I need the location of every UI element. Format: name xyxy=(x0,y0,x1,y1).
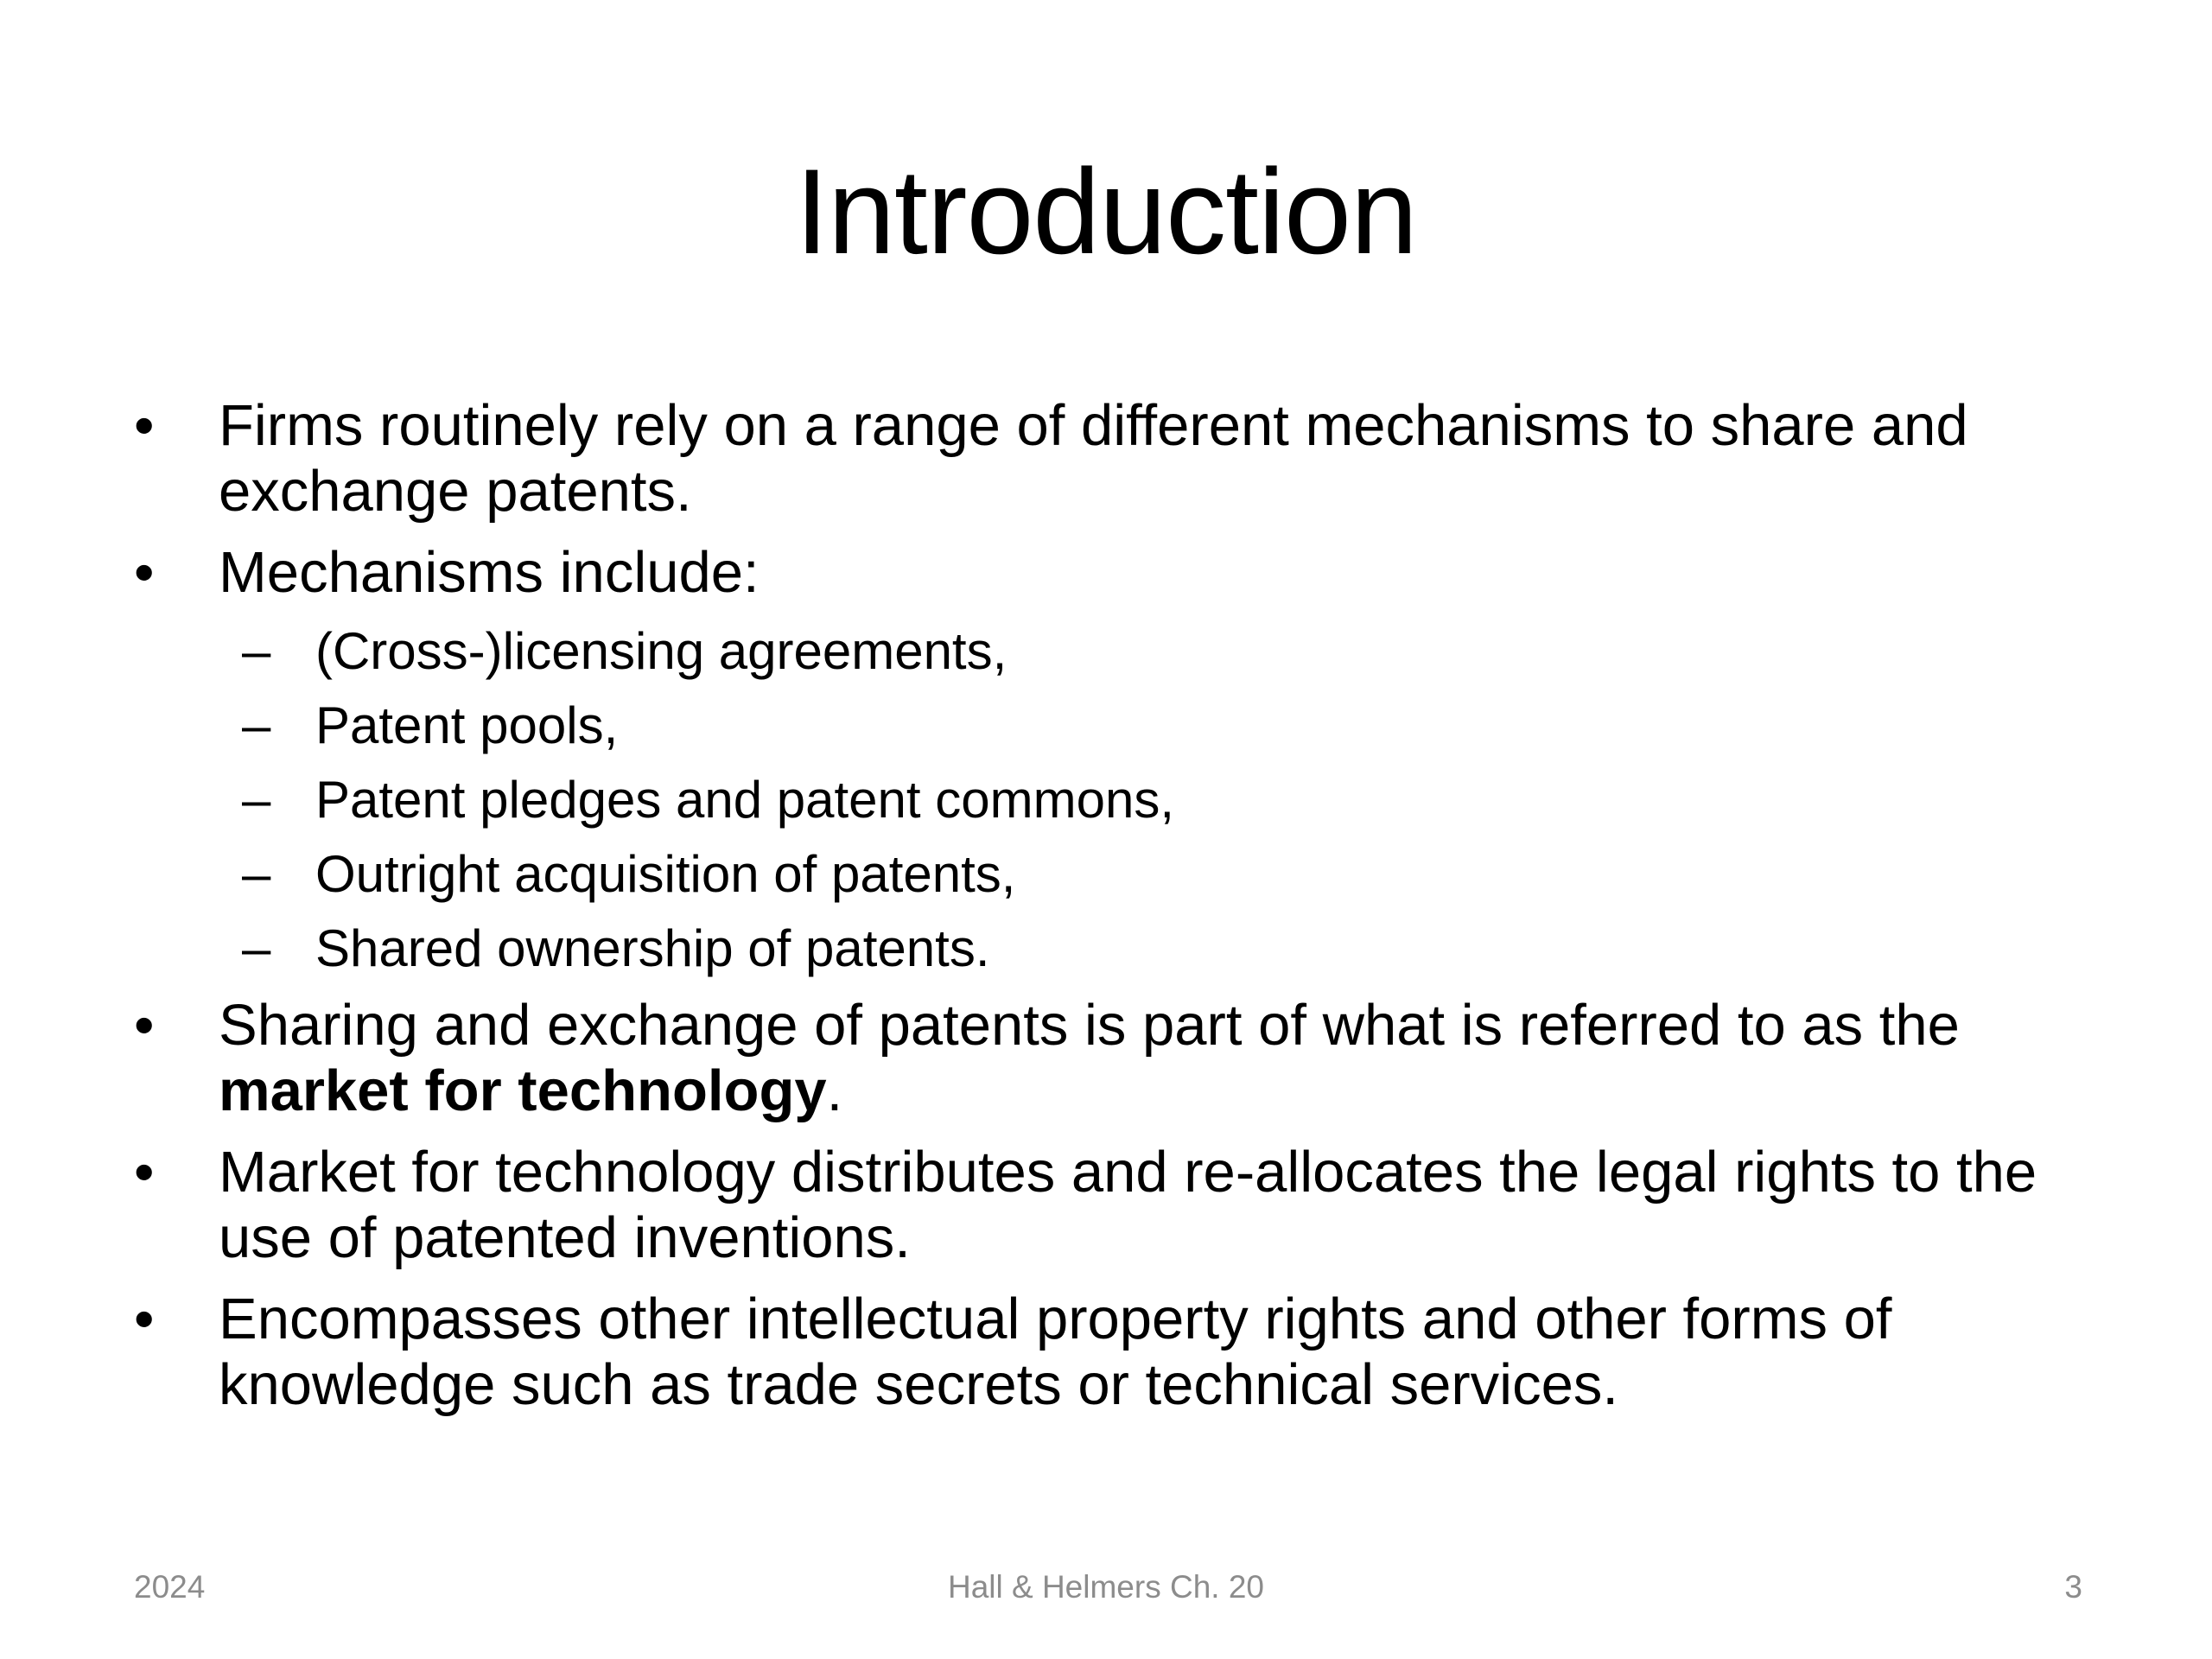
sub-bullet-list xyxy=(134,621,2121,979)
bullet-marker: • xyxy=(134,1287,155,1351)
bullet-text: Market for technology distributes and re-allocates the legal rights to the use of patented inventions. xyxy=(219,1140,2037,1270)
footer-source: Hall & Helmers Ch. 20 xyxy=(947,1569,1264,1605)
bullet-item xyxy=(134,393,2121,524)
emphasis-term: market for technology xyxy=(219,1058,827,1123)
bullet-marker: • xyxy=(134,1140,155,1205)
bullet-marker: • xyxy=(134,540,155,605)
bullet-item xyxy=(134,993,2121,1124)
bullet-item xyxy=(134,540,2121,606)
sub-bullet-item xyxy=(134,696,2121,756)
bullet-list xyxy=(134,393,2121,1433)
dash-marker: – xyxy=(242,696,271,754)
bullet-item xyxy=(134,1140,2121,1271)
sub-bullet-item xyxy=(134,844,2121,905)
sub-bullet-text: Shared ownership of patents. xyxy=(315,919,990,977)
sub-bullet-text: Patent pledges and patent commons, xyxy=(315,771,1174,829)
footer-date: 2024 xyxy=(134,1569,206,1605)
bullet-text-start: Sharing and exchange of patents is part of what is referred to as the xyxy=(219,993,1960,1058)
sub-bullet-item xyxy=(134,770,2121,830)
sub-bullet-item xyxy=(134,918,2121,979)
sub-bullet-item xyxy=(134,621,2121,682)
bullet-marker: • xyxy=(134,393,155,458)
bullet-text: Encompasses other intellectual property rights and other forms of knowledge such as trade secrets or technical services. xyxy=(219,1287,1892,1417)
sub-bullet-text: Patent pools, xyxy=(315,696,619,754)
bullet-text xyxy=(219,993,1960,1123)
bullet-text-end: . xyxy=(826,1058,843,1123)
slide-number: 3 xyxy=(2064,1569,2082,1605)
sub-bullet-text: (Cross-)licensing agreements, xyxy=(315,622,1007,680)
dash-marker: – xyxy=(242,845,271,903)
sub-bullet-text: Outright acquisition of patents, xyxy=(315,845,1016,903)
dash-marker: – xyxy=(242,771,271,829)
bullet-marker: • xyxy=(134,993,155,1058)
bullet-text: Mechanisms include: xyxy=(219,540,760,605)
bullet-item xyxy=(134,1287,2121,1418)
dash-marker: – xyxy=(242,622,271,680)
bullet-text: Firms routinely rely on a range of different mechanisms to share and exchange patents. xyxy=(219,393,1968,524)
dash-marker: – xyxy=(242,919,271,977)
slide-title: Introduction xyxy=(795,143,1417,279)
